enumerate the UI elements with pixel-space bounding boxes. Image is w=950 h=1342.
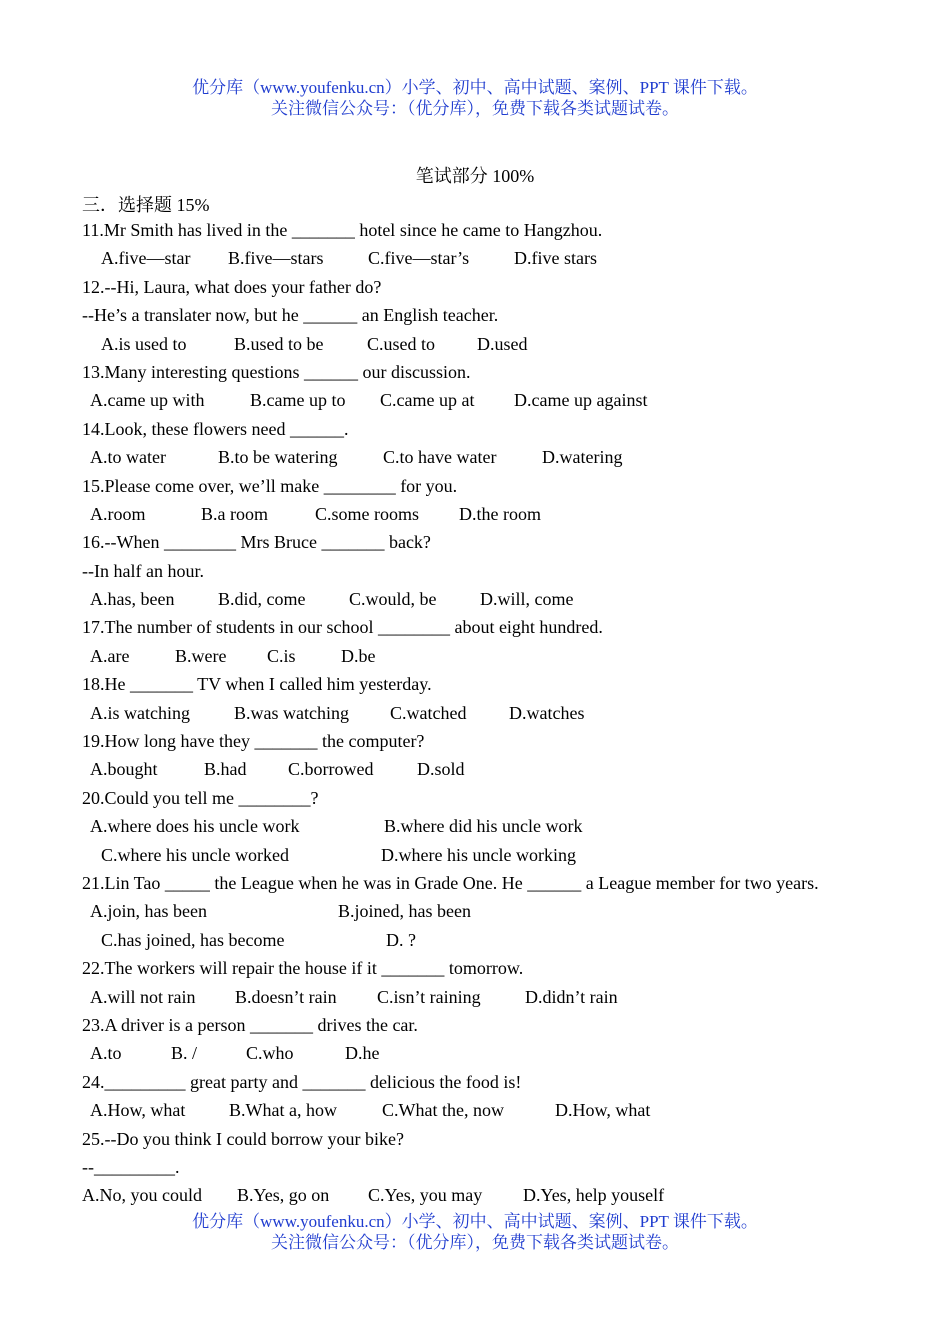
answer-option: A.five—star [101,248,191,269]
watermark-line-1: 优分库（www.youfenku.cn）小学、初中、高中试题、案例、PPT 课件下载。 [192,78,758,97]
option-row [0,983,950,1011]
option-row [0,500,950,528]
answer-option: C.Yes, you may [368,1185,483,1206]
option-row [0,386,950,414]
answer-option: B.were [175,645,227,666]
answer-option: C.isn’t raining [377,986,481,1007]
question-stem-text: 24._________ great party and _______ delicious the food is! [82,1071,522,1092]
option-row [0,812,950,840]
option-row [0,841,950,869]
answer-option: B.What a, how [229,1100,337,1121]
answer-option: C.to have water [383,447,497,468]
question-stem-line [0,1125,950,1153]
question-12 [0,273,950,358]
answer-option: A.bought [90,759,158,780]
question-25 [0,1125,950,1210]
answer-option: B.doesn’t rain [235,986,337,1007]
answer-option: B.where did his uncle work [384,816,583,837]
option-row [0,330,950,358]
question-stem-text: 12.--Hi, Laura, what does your father do? [82,276,382,297]
question-stem-line [0,613,950,641]
question-stem-text: 23.A driver is a person _______ drives the car. [82,1014,418,1035]
answer-option: D.five stars [514,248,597,269]
answer-option: A.is watching [90,702,190,723]
question-stem-line [0,216,950,244]
question-stem-text: 15.Please come over, we’ll make ________ for you. [82,475,458,496]
question-stem-text: 19.How long have they _______ the computer? [82,731,425,752]
question-stem-line [0,1068,950,1096]
question-stem-text: 25.--Do you think I could borrow your bike? [82,1128,404,1149]
question-14 [0,415,950,472]
question-stem-text: 14.Look, these flowers need ______. [82,418,349,439]
answer-option: D.Yes, help youself [523,1185,665,1206]
answer-option: D.sold [417,759,465,780]
answer-option: C.used to [367,333,436,354]
answer-option: D.used [477,333,528,354]
answer-option: B.a room [201,503,268,524]
question-24 [0,1068,950,1125]
answer-option: C.has joined, has become [101,929,285,950]
answer-option: B.did, come [218,589,306,610]
answer-option: C.who [246,1043,294,1064]
question-stem-line [0,1011,950,1039]
answer-option: A.No, you could [82,1185,202,1206]
answer-option: A.to water [90,447,166,468]
option-row [0,443,950,471]
answer-option: D.watches [509,702,585,723]
question-21 [0,869,950,954]
answer-option: B.used to be [234,333,324,354]
question-stem-line [0,727,950,755]
answer-option: D.where his uncle working [381,844,576,865]
answer-option: D.watering [542,447,623,468]
answer-option: D. ? [386,929,416,950]
question-stem-line [0,954,950,982]
answer-option: A.where does his uncle work [90,816,300,837]
answer-option: B.five—stars [228,248,324,269]
option-row [0,1096,950,1124]
answer-option: B.was watching [234,702,349,723]
answer-option: C.some rooms [315,503,420,524]
question-stem-text: 20.Could you tell me ________? [82,787,319,808]
answer-option: B.joined, has been [338,901,471,922]
section-heading: 三．选择题 15% [82,195,210,215]
question-stem-text: 22.The workers will repair the house if it _______ tomorrow. [82,958,524,979]
answer-option: D.he [345,1043,380,1064]
option-row [0,699,950,727]
question-stem-text: --_________. [82,1156,180,1177]
question-stem-line [0,415,950,443]
question-stem-line [0,869,950,897]
question-15 [0,472,950,529]
answer-option: C.came up at [380,390,475,411]
question-16 [0,528,950,613]
answer-option: B. / [171,1043,198,1064]
question-stem-line [0,301,950,329]
answer-option: C.borrowed [288,759,374,780]
question-stem-text: 16.--When ________ Mrs Bruce _______ back? [82,532,431,553]
answer-option: D.the room [459,503,541,524]
question-stem-line [0,528,950,556]
answer-option: A.is used to [101,333,187,354]
answer-option: D.didn’t rain [525,986,618,1007]
question-stem-text: 13.Many interesting questions ______ our discussion. [82,361,471,382]
answer-option: A.came up with [90,390,205,411]
watermark-line-2: 关注微信公众号：（优分库），免费下载各类试题试卷。 [271,1233,679,1252]
question-stem-line [0,1153,950,1181]
question-stem-text: 11.Mr Smith has lived in the _______ hotel since he came to Hangzhou. [82,220,603,240]
header-watermark [0,77,950,119]
question-stem-text: 17.The number of students in our school ________ about eight hundred. [82,617,603,638]
question-stem-line [0,670,950,698]
option-row [0,926,950,954]
question-stem-text: --He’s a translater now, but he ______ an English teacher. [82,305,499,326]
question-stem-text: 18.He _______ TV when I called him yesterday. [82,674,432,695]
answer-option: A.are [90,645,130,666]
answer-option: A.to [90,1043,122,1064]
answer-option: B.to be watering [218,447,338,468]
footer-watermark [0,1211,950,1253]
option-row [0,244,950,272]
answer-option: B.came up to [250,390,346,411]
answer-option: C.What the, now [382,1100,504,1121]
answer-option: C.where his uncle worked [101,844,289,865]
question-23 [0,1011,950,1068]
option-row [0,642,950,670]
answer-option: B.had [204,759,247,780]
answer-option: A.How, what [90,1100,186,1121]
question-stem-line [0,358,950,386]
question-20 [0,784,950,869]
option-row [0,585,950,613]
answer-option: B.Yes, go on [237,1185,330,1206]
watermark-line-2: 关注微信公众号：（优分库），免费下载各类试题试卷。 [271,99,679,118]
answer-option: C.would, be [349,589,437,610]
answer-option: C.watched [390,702,467,723]
question-stem-line [0,784,950,812]
answer-option: C.is [267,645,296,666]
answer-option: A.will not rain [90,986,196,1007]
question-stem-text: 21.Lin Tao _____ the League when he was in Grade One. He ______ a League member for two years. [82,872,819,893]
option-row [0,1039,950,1067]
question-13 [0,358,950,415]
answer-option: C.five—star’s [368,248,470,269]
option-row [0,1181,950,1209]
question-stem-line [0,557,950,585]
page-title: 笔试部分 100% [415,166,535,186]
answer-option: D.will, come [480,589,574,610]
answer-option: A.join, has been [90,901,207,922]
question-11 [0,216,950,273]
answer-option: A.room [90,503,146,524]
answer-option: D.be [341,645,376,666]
option-row [0,897,950,925]
option-row [0,755,950,783]
question-list [0,216,950,1210]
question-stem-line [0,273,950,301]
question-22 [0,954,950,1011]
question-stem-line [0,472,950,500]
answer-option: D.How, what [555,1100,651,1121]
question-18 [0,670,950,727]
answer-option: D.came up against [514,390,648,411]
watermark-line-1: 优分库（www.youfenku.cn）小学、初中、高中试题、案例、PPT 课件下载。 [192,1212,758,1231]
question-17 [0,613,950,670]
question-stem-text: --In half an hour. [82,560,204,581]
answer-option: A.has, been [90,589,175,610]
question-19 [0,727,950,784]
